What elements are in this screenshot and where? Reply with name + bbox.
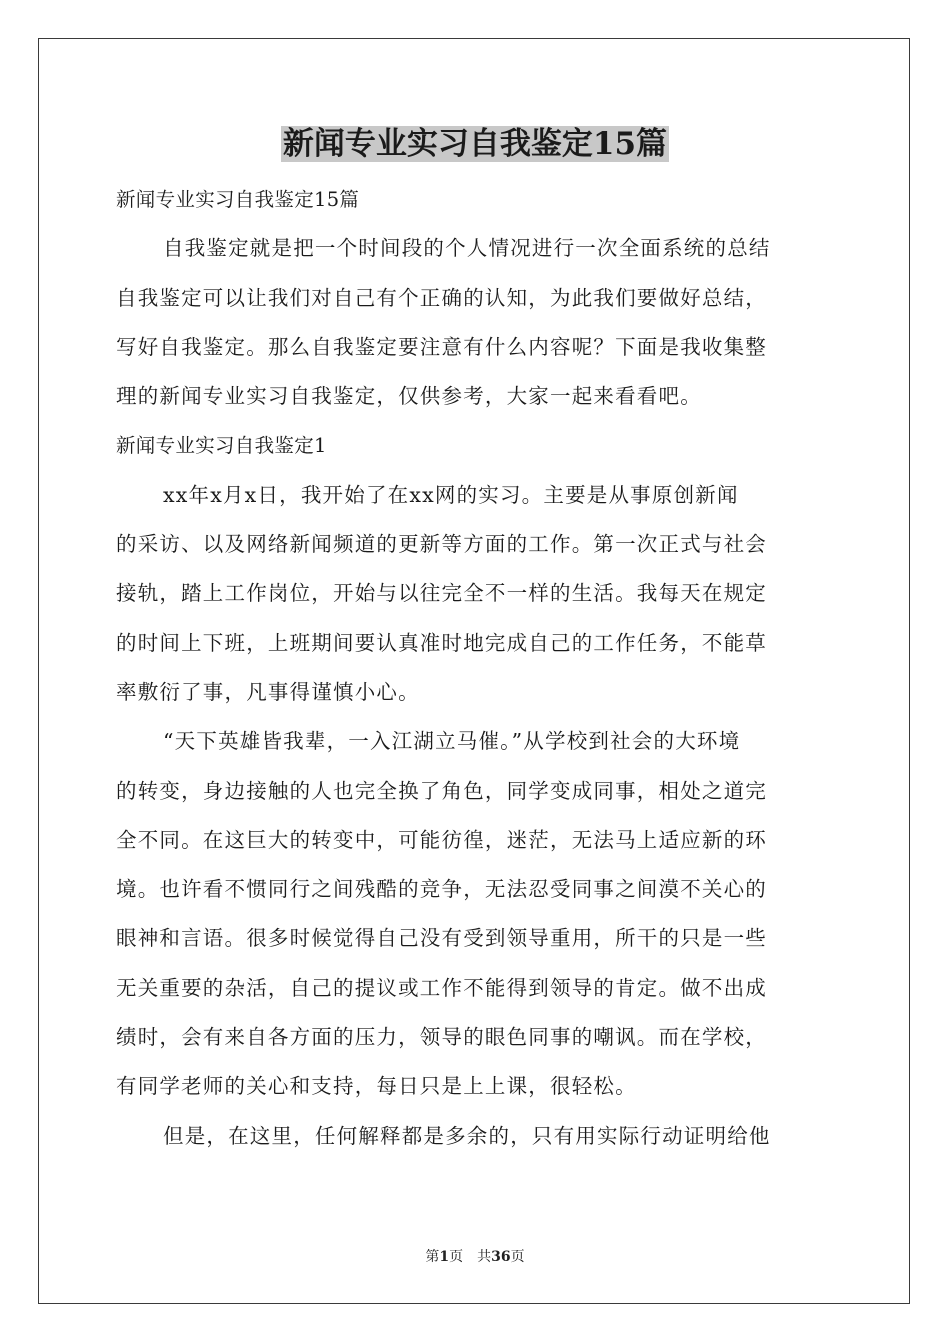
document-title-text: 新闻专业实习自我鉴定15篇 xyxy=(282,126,668,162)
document-title xyxy=(0,122,950,166)
intro-line: 自我鉴定可以让我们对自己有个正确的认知，为此我们要做好总结， xyxy=(116,285,767,310)
intro-line: 写好自我鉴定。那么自我鉴定要注意有什么内容呢？下面是我收集整 xyxy=(116,334,767,359)
paragraph-line: “天下英雄皆我辈，一入江湖立马催。”从学校到社会的大环境 xyxy=(163,729,741,754)
intro-line: 理的新闻专业实习自我鉴定，仅供参考，大家一起来看看吧。 xyxy=(116,384,702,409)
paragraph-line: 接轨，踏上工作岗位，开始与以往完全不一样的生活。我每天在规定 xyxy=(116,581,767,606)
paragraph-line: 无关重要的杂活，自己的提议或工作不能得到领导的肯定。做不出成 xyxy=(116,975,767,1000)
total-page-count: 36 xyxy=(491,1249,511,1265)
paragraph-line: xx年x月x日，我开始了在xx网的实习。主要是从事原创新闻 xyxy=(163,482,739,507)
paragraph-line: 境。也许看不惯同行之间残酷的竞争，无法忍受同事之间漠不关心的 xyxy=(116,877,767,902)
footer-suffix: 页 xyxy=(510,1249,525,1265)
paragraph-line: 有同学老师的关心和支持，每日只是上上课，很轻松。 xyxy=(116,1074,637,1099)
paragraph-line: 全不同。在这巨大的转变中，可能彷徨，迷茫，无法马上适应新的环 xyxy=(116,827,767,852)
paragraph-line: 眼神和言语。很多时候觉得自己没有受到领导重用，所干的只是一些 xyxy=(116,926,767,951)
footer-middle: 页 共 xyxy=(449,1249,492,1265)
document-body xyxy=(116,175,838,1161)
document-subtitle: 新闻专业实习自我鉴定15篇 xyxy=(116,188,360,211)
page-footer xyxy=(0,1246,950,1266)
paragraph-line: 率敷衍了事，凡事得谨慎小心。 xyxy=(116,679,420,704)
paragraph-line: 绩时，会有来自各方面的压力，领导的眼色同事的嘲讽。而在学校， xyxy=(116,1025,767,1050)
intro-line: 自我鉴定就是把一个时间段的个人情况进行一次全面系统的总结 xyxy=(163,236,771,261)
paragraph-line: 的转变，身边接触的人也完全换了角色，同学变成同事，相处之道完 xyxy=(116,778,767,803)
section-heading: 新闻专业实习自我鉴定1 xyxy=(116,434,327,458)
paragraph-line: 但是，在这里，任何解释都是多余的，只有用实际行动证明给他 xyxy=(163,1123,771,1148)
paragraph-line: 的时间上下班，上班期间要认真准时地完成自己的工作任务，不能草 xyxy=(116,630,767,655)
footer-prefix: 第 xyxy=(425,1249,440,1265)
current-page-number: 1 xyxy=(439,1249,450,1265)
paragraph-line: 的采访、以及网络新闻频道的更新等方面的工作。第一次正式与社会 xyxy=(116,532,767,557)
